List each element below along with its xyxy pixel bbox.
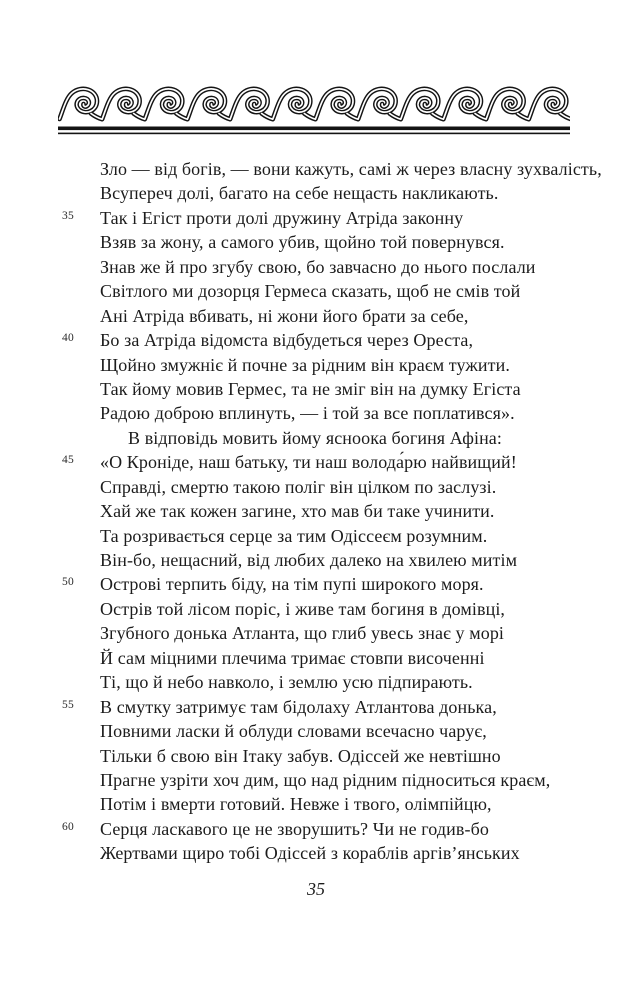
verse-line-text: Справді, смертю такою поліг він цілком по заслузі. bbox=[100, 476, 497, 497]
verse-line-number: 55 bbox=[62, 698, 75, 711]
wave-scroll-icon bbox=[58, 84, 570, 138]
verse-line-text: Жертвами щиро тобі Одіссей з кораблів аргів’янських bbox=[100, 843, 520, 864]
verse-line bbox=[0, 157, 632, 181]
verse-line-text: Та розривається серце за тим Одіссеєм розумним. bbox=[100, 525, 488, 546]
verse-line-number: 35 bbox=[62, 209, 75, 222]
verse-line bbox=[0, 646, 632, 670]
verse-line bbox=[0, 695, 632, 719]
verse-line bbox=[0, 450, 632, 474]
verse-line-number: 40 bbox=[62, 332, 75, 345]
verse-line bbox=[0, 499, 632, 523]
verse-line-number: 60 bbox=[62, 820, 75, 833]
verse-line bbox=[0, 401, 632, 425]
verse-line-number: 45 bbox=[62, 454, 75, 467]
verse-line bbox=[0, 255, 632, 279]
verse-line-text: Так йому мовив Гермес, та не зміг він на думку Егіста bbox=[100, 378, 521, 399]
verse-block bbox=[0, 157, 632, 866]
verse-line-text: В відповідь мовить йому ясноока богиня Афіна: bbox=[128, 427, 502, 448]
thin-rule bbox=[58, 133, 570, 135]
verse-line-text: Знав же й про згубу свою, бо завчасно до нього послали bbox=[100, 256, 536, 277]
verse-line bbox=[0, 841, 632, 865]
verse-line bbox=[0, 426, 632, 450]
verse-line bbox=[0, 572, 632, 596]
verse-line bbox=[0, 744, 632, 768]
verse-line-text: «О Кроніде, наш батьку, ти наш волода́рю найвищий! bbox=[100, 452, 517, 473]
verse-line-number: 50 bbox=[62, 576, 75, 589]
verse-line bbox=[0, 377, 632, 401]
verse-line-text: Взяв за жону, а самого убив, щойно той повернувся. bbox=[100, 232, 505, 253]
verse-line-text: Всупереч долі, багато на себе нещасть накликають. bbox=[100, 183, 499, 204]
verse-line bbox=[0, 279, 632, 303]
verse-line bbox=[0, 719, 632, 743]
verse-line bbox=[0, 670, 632, 694]
verse-line bbox=[0, 206, 632, 230]
verse-line bbox=[0, 181, 632, 205]
verse-line bbox=[0, 328, 632, 352]
verse-line bbox=[0, 792, 632, 816]
verse-line bbox=[0, 475, 632, 499]
verse-line bbox=[0, 621, 632, 645]
verse-line-text: Й сам міцними плечима тримає стовпи височенні bbox=[100, 647, 485, 668]
verse-line-text: Ані Атріда вбивать, ні жони його брати за себе, bbox=[100, 305, 469, 326]
verse-line-text: Острові терпить біду, на тім пупі широкого моря. bbox=[100, 574, 484, 595]
verse-line bbox=[0, 524, 632, 548]
verse-line-text: Острів той лісом поріс, і живе там богиня в домівці, bbox=[100, 598, 506, 619]
verse-line-text: Щойно змужніє й почне за рідним він краєм тужити. bbox=[100, 354, 510, 375]
thick-rule bbox=[58, 127, 570, 131]
wave-ornament-band bbox=[58, 84, 570, 138]
verse-line bbox=[0, 230, 632, 254]
page-number: 35 bbox=[307, 879, 325, 899]
verse-line-text: Він-бо, нещасний, від любих далеко на хвилею митім bbox=[100, 550, 518, 570]
verse-line bbox=[0, 768, 632, 792]
verse-line-text: Повними ласки й облуди словами всечасно чарує, bbox=[100, 721, 487, 742]
verse-line-text: Серця ласкавого це не зворушить? Чи не годив-бо bbox=[100, 818, 489, 839]
verse-line bbox=[0, 353, 632, 377]
verse-line-text: Так і Егіст проти долі дружину Атріда законну bbox=[100, 207, 464, 228]
verse-line-text: Ті, що й небо навколо, і землю усю підпирають. bbox=[100, 672, 473, 693]
verse-line bbox=[0, 817, 632, 841]
verse-line-text: Зло — від богів, — вони кажуть, самі ж через власну зухвалість, bbox=[100, 159, 602, 179]
verse-line-text: Прагне узріти хоч дим, що над рідним підноситься краєм, bbox=[100, 769, 551, 790]
verse-line-text: Потім і вмерти готовий. Невже і твого, олімпійцю, bbox=[100, 794, 492, 815]
verse-line-text: Радою доброю вплинуть, — і той за все поплатився». bbox=[100, 403, 515, 424]
verse-line bbox=[0, 597, 632, 621]
verse-line-text: Бо за Атріда відомста відбудеться через Ореста, bbox=[100, 330, 474, 351]
verse-line-text: Тільки б свою він Ітаку забув. Одіссей же невтішно bbox=[100, 745, 501, 766]
verse-line bbox=[0, 548, 632, 572]
verse-line-text: Згубного донька Атланта, що глиб увесь знає у морі bbox=[100, 623, 505, 644]
verse-line-text: В смутку затримує там бідолаху Атлантова донька, bbox=[100, 696, 497, 717]
verse-line-text: Світлого ми дозорця Гермеса сказать, щоб не смів той bbox=[100, 281, 521, 302]
verse-line-text: Хай же так кожен загине, хто мав би таке учинити. bbox=[100, 501, 495, 522]
verse-line bbox=[0, 304, 632, 328]
